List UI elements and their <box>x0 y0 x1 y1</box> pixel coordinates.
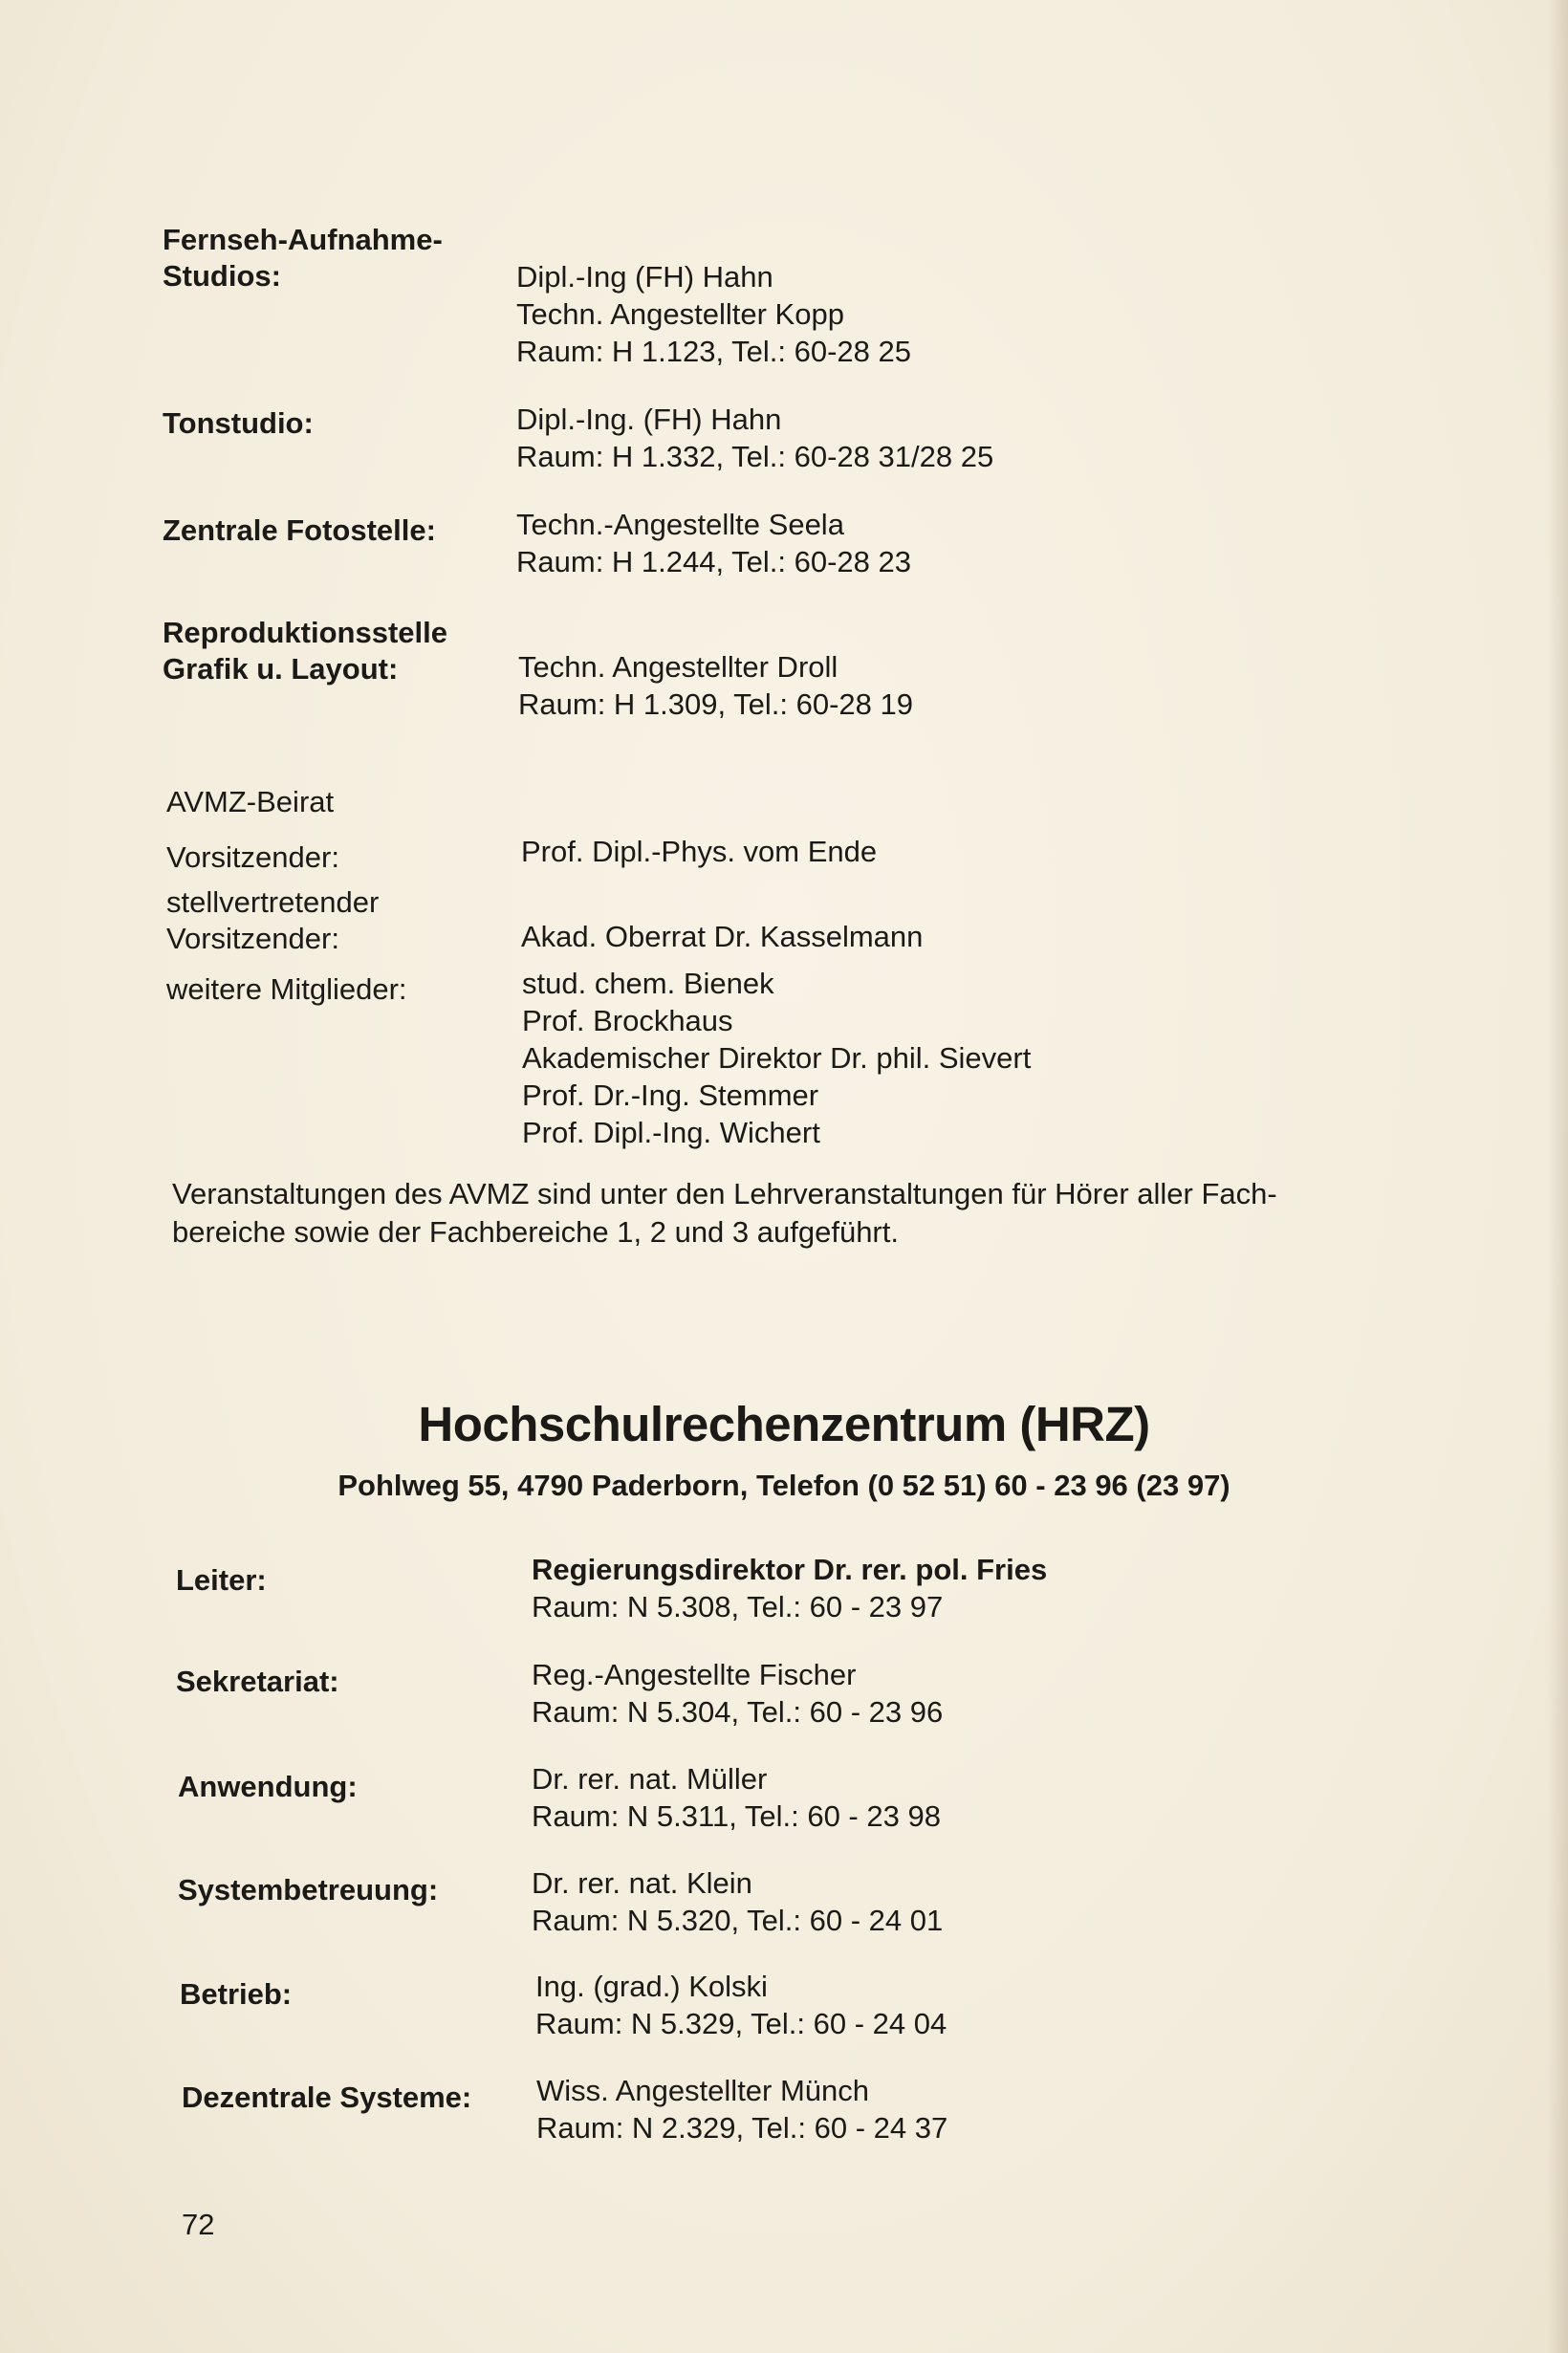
hrz-label-operations: Betrieb: <box>180 1977 293 2011</box>
hrz-value-decentral-systems: Wiss. Angestellter Münch Raum: N 2.329, Tel.: 60 - 24 37 <box>536 2074 948 2145</box>
beirat-value-chair: Prof. Dipl.-Phys. vom Ende <box>521 835 878 868</box>
beirat-value-members: stud. chem. Bienek Prof. Brockhaus Akademischer Direktor Dr. phil. Sievert Prof. Dr.-Ing. Stemmer Prof. Dipl.-Ing. Wichert <box>522 967 1032 1149</box>
beirat-value-deputy: Akad. Oberrat Dr. Kasselmann <box>521 920 924 953</box>
staff-value-sound-studio: Dipl.-Ing. (FH) Hahn Raum: H 1.332, Tel.: 60-28 31/28 25 <box>516 403 994 473</box>
beirat-title: AVMZ-Beirat <box>166 785 335 818</box>
staff-value-photo-office: Techn.-Angestellte Seela Raum: H 1.244, Tel.: 60-28 23 <box>516 508 912 578</box>
page-number: 72 <box>182 2208 215 2241</box>
staff-value-tv-studios: Dipl.-Ing (FH) Hahn Techn. Angestellter Kopp Raum: H 1.123, Tel.: 60-28 25 <box>516 260 912 368</box>
hrz-address: Pohlweg 55, 4790 Paderborn, Telefon (0 52 51) 60 - 23 96 (23 97) <box>338 1469 1230 1502</box>
hrz-value-head: Regierungsdirektor Dr. rer. pol. Fries Raum: N 5.308, Tel.: 60 - 23 97 <box>532 1553 1048 1623</box>
hrz-label-secretariat: Sekretariat: <box>176 1665 339 1698</box>
hrz-value-secretariat: Reg.-Angestellte Fischer Raum: N 5.304, Tel.: 60 - 23 96 <box>532 1658 944 1729</box>
staff-label-reproduction: Reproduktionsstelle Grafik u. Layout: <box>163 616 447 686</box>
beirat-label-chair: Vorsitzender: <box>166 840 339 874</box>
staff-label-tv-studios: Fernseh-Aufnahme- Studios: <box>163 223 443 293</box>
hrz-label-application: Anwendung: <box>178 1770 358 1803</box>
hrz-label-decentral-systems: Dezentrale Systeme: <box>182 2081 472 2114</box>
hrz-title: Hochschulrechenzentrum (HRZ) <box>418 1397 1150 1451</box>
hrz-value-system-support: Dr. rer. nat. Klein Raum: N 5.320, Tel.: 60 - 24 01 <box>532 1866 944 1937</box>
beirat-label-deputy: stellvertretender Vorsitzender: <box>166 885 380 955</box>
hrz-value-application: Dr. rer. nat. Müller Raum: N 5.311, Tel.: 60 - 23 98 <box>532 1762 941 1833</box>
hrz-label-system-support: Systembetreuung: <box>178 1873 439 1906</box>
staff-label-photo-office: Zentrale Fotostelle: <box>163 513 436 547</box>
hrz-label-head: Leiter: <box>176 1563 267 1597</box>
staff-value-reproduction: Techn. Angestellter Droll Raum: H 1.309, Tel.: 60-28 19 <box>518 650 914 721</box>
hrz-value-operations: Ing. (grad.) Kolski Raum: N 5.329, Tel.: 60 - 24 04 <box>535 1970 947 2040</box>
beirat-label-members: weitere Mitglieder: <box>166 972 407 1006</box>
page-edge-shadow <box>1547 0 1568 2353</box>
avmz-note-paragraph: Veranstaltungen des AVMZ sind unter den Lehrveranstaltungen für Hörer aller Fach- bereiche sowie der Fachbereiche 1, 2 und 3 aufgeführt. <box>172 1177 1277 1249</box>
staff-label-sound-studio: Tonstudio: <box>163 406 314 440</box>
